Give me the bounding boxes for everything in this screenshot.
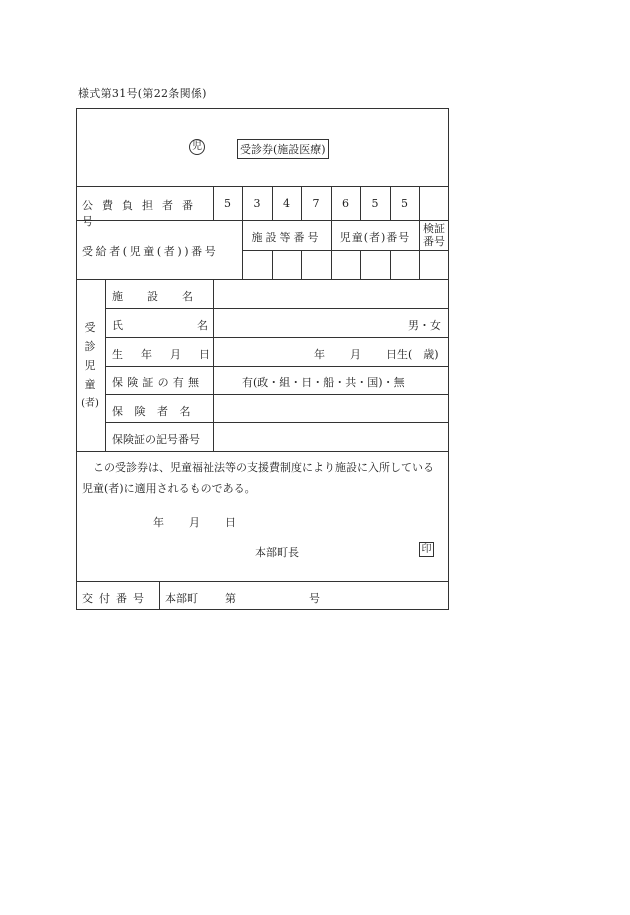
rule [159,581,160,610]
rule [76,279,449,280]
insurance-number-label: 保険証の記号番号 [112,433,200,446]
form-number: 様式第31号(第22条関係) [78,87,207,100]
rule [105,279,106,451]
issue-town: 本部町 [165,592,198,605]
rule [105,337,449,338]
patient-side-label [80,318,100,413]
birth-age-suffix: 日生( 歳) [386,348,439,361]
check-number-label [419,222,449,248]
insurance-card-label: 保険証の有無 [112,376,204,389]
issuer-name: 本部町長 [255,546,299,559]
issue-date-month: 月 [189,516,200,529]
payer-digit: 4 [283,197,290,210]
rule [105,366,449,367]
rule [242,250,449,251]
side-label-char: (者) [81,398,99,409]
payer-digit: 5 [224,197,231,210]
payer-digit: 6 [342,197,349,210]
side-label-char: 児 [84,359,96,372]
rule [301,250,302,279]
notice-text: この受診券は、児童福祉法等の支援費制度により施設に入所している児童(者)に適用されるものである。 [82,461,434,495]
seal-mark: 印 [419,542,434,557]
side-label-char: 診 [84,340,96,353]
check-label-line: 検証 [423,222,445,235]
birth-date-label: 生年月日 [112,348,228,361]
insurer-name-label: 保険者名 [112,405,202,418]
issue-number-suffix: 号 [309,592,320,605]
rule [76,186,449,187]
child-number-label: 児童(者)番号 [339,231,411,244]
issue-date-year: 年 [153,516,164,529]
rule [105,422,449,423]
sex-value: 男・女 [408,319,441,332]
facility-name-label: 施設名 [112,290,217,303]
issue-number-label: 交付番号 [82,592,150,605]
payer-digit: 3 [253,197,261,210]
payer-digit: 7 [312,197,320,210]
rule [76,581,449,582]
rule [272,250,273,279]
birth-month-unit: 月 [350,348,361,361]
payer-number-label [82,197,208,229]
payer-digit: 5 [401,197,408,210]
side-label-char: 童 [84,378,96,391]
ticket-title: 受診券(施設医療) [237,139,329,159]
rule [213,279,214,451]
patient-name-label: 氏名 [112,319,282,332]
recipient-number-label: 受給者(児童(者))番号 [82,245,219,258]
side-label-char: 受 [84,321,96,334]
rule [105,308,449,309]
payer-number-label: 公費負担者番号 [82,199,202,228]
rule [390,250,391,279]
issue-number-prefix: 第 [225,592,236,605]
rule [76,451,449,452]
facility-number-label: 施設等番号 [251,231,322,244]
child-badge: 児 [189,139,205,155]
rule [105,394,449,395]
birth-year-unit: 年 [314,348,325,361]
payer-digit: 5 [371,197,379,210]
check-label-line: 番号 [423,235,445,248]
issue-date-day: 日 [225,516,236,529]
insurance-card-value: 有(政・組・日・船・共・国)・無 [242,376,405,389]
rule [360,250,361,279]
